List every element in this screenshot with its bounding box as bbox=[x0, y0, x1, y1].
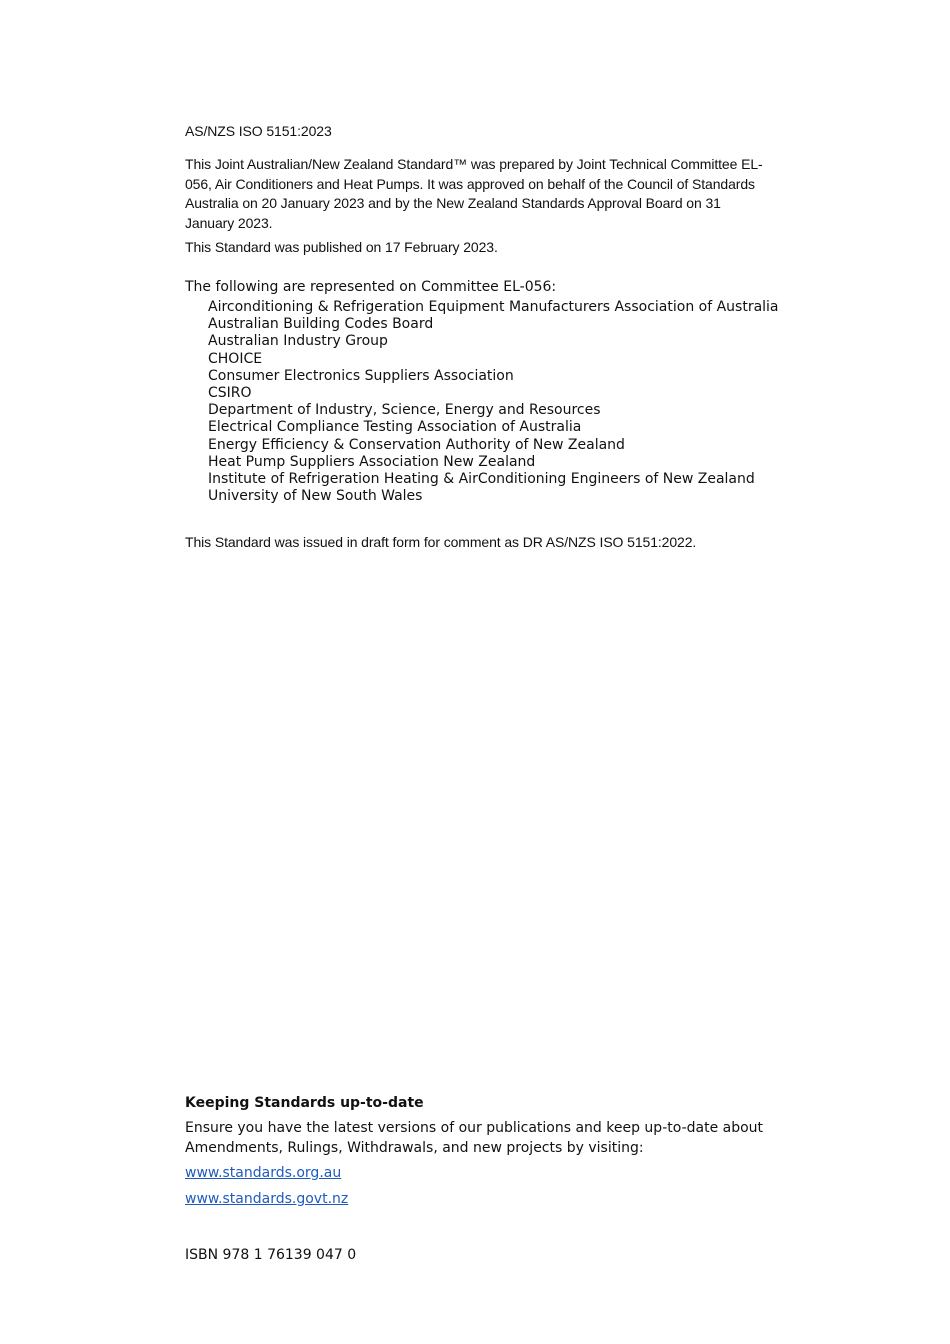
isbn-number: ISBN 978 1 76139 047 0 bbox=[185, 1247, 357, 1263]
committee-member: Institute of Refrigeration Heating & AirConditioning Engineers of New Zealand bbox=[208, 471, 755, 488]
published-date-paragraph: This Standard was published on 17 February 2023. bbox=[185, 239, 498, 255]
standards-new-zealand-link[interactable]: www.standards.govt.nz bbox=[185, 1191, 349, 1207]
committee-intro: The following are represented on Committee EL-056: bbox=[185, 279, 557, 295]
keeping-up-to-date-heading: Keeping Standards up-to-date bbox=[185, 1095, 424, 1111]
draft-notice-paragraph: This Standard was issued in draft form for comment as DR AS/NZS ISO 5151:2022. bbox=[185, 534, 697, 550]
committee-member: CSIRO bbox=[208, 385, 252, 402]
committee-member: University of New South Wales bbox=[208, 488, 423, 505]
committee-member: Consumer Electronics Suppliers Association bbox=[208, 367, 514, 384]
standards-australia-link[interactable]: www.standards.org.au bbox=[185, 1165, 342, 1181]
preparation-paragraph: This Joint Australian/New Zealand Standard™ was prepared by Joint Technical Committee EL-056, Air Conditioners and Heat Pumps. It was approved on behalf of the Council of Standards Australia on 20 January 2023 and by the New Zealand Standards Approval Board on 31 January 2023. bbox=[185, 156, 763, 231]
committee-section bbox=[185, 278, 785, 505]
committee-member-list bbox=[185, 299, 785, 505]
committee-member: Australian Building Codes Board bbox=[208, 316, 434, 333]
committee-member: Airconditioning & Refrigeration Equipment Manufacturers Association of Australia bbox=[208, 299, 779, 315]
committee-member: Heat Pump Suppliers Association New Zealand bbox=[208, 453, 536, 470]
committee-member: Department of Industry, Science, Energy and Resources bbox=[208, 402, 601, 419]
keeping-up-to-date-paragraph: Ensure you have the latest versions of our publications and keep up-to-date about Amendments, Rulings, Withdrawals, and new projects by visiting: bbox=[185, 1120, 764, 1156]
committee-member: Energy Efficiency & Conservation Authority of New Zealand bbox=[208, 436, 625, 453]
document-code: AS/NZS ISO 5151:2023 bbox=[185, 123, 332, 139]
committee-member: Electrical Compliance Testing Association of Australia bbox=[208, 419, 582, 436]
committee-member: Australian Industry Group bbox=[208, 333, 388, 350]
committee-member: CHOICE bbox=[208, 350, 263, 367]
